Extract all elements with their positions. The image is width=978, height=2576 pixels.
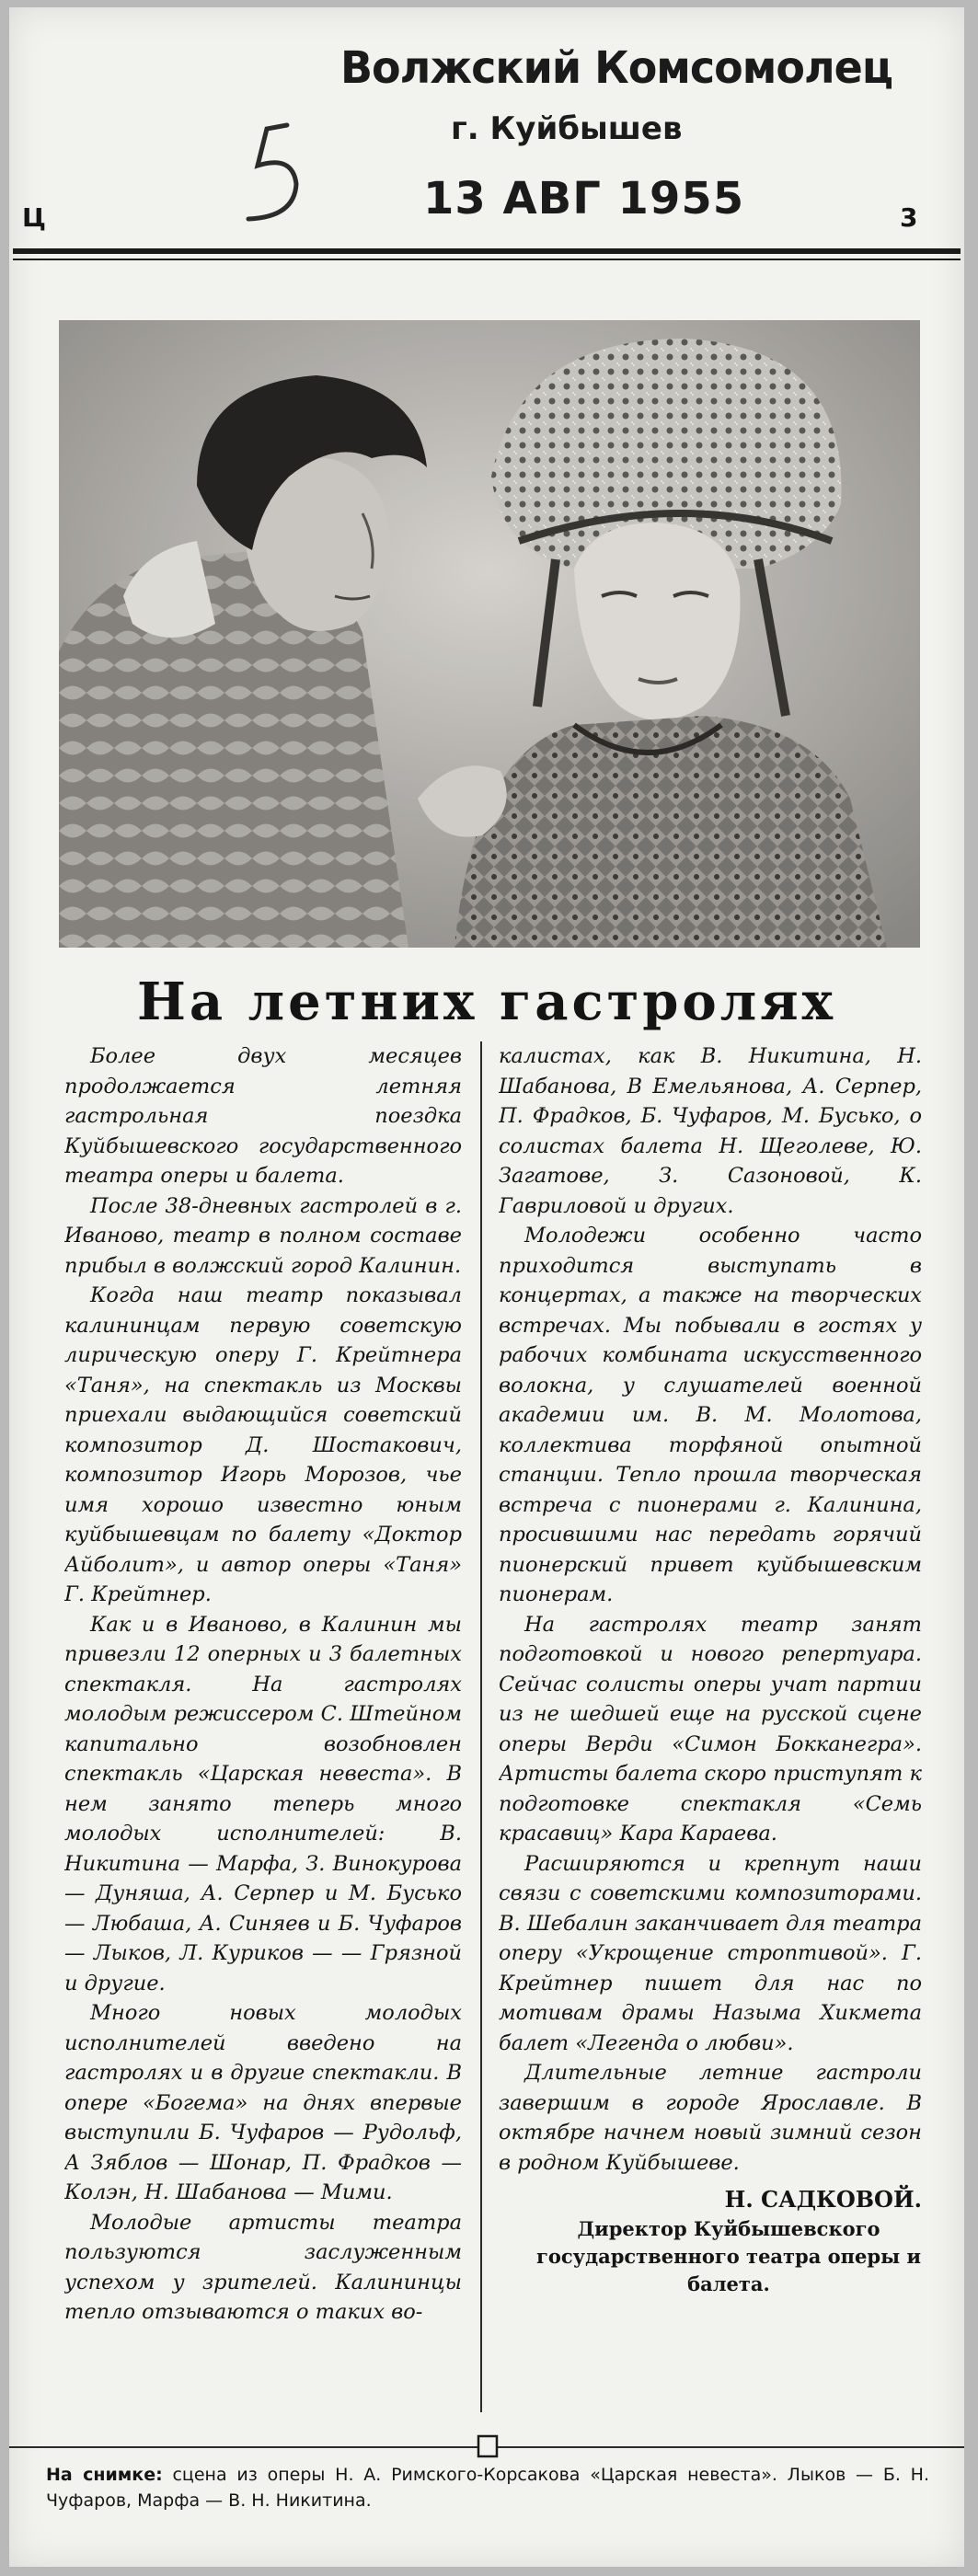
stamp-date: 13 АВГ 1955 (423, 173, 745, 224)
caption-text: сцена из оперы Н. А. Римского-Корсакова «Царская невеста». Лыков — Б. Н. Чуфаров, Марфа — В. Н. Никитина. (46, 2465, 929, 2511)
article-paragraph: Когда наш театр показывал калининцам первую советскую лирическую оперу Г. Крейтнера «Таня», на спектакль из Москвы приехали выдающийся советский композитор Д. Шостакович, композитор Игорь Морозов, чье имя хорошо известно юным куйбышевцам по балету «Доктор Айболит», и автор оперы «Таня» Г. Крейтнер. (64, 1283, 462, 1606)
column-divider (480, 1041, 482, 2412)
article-paragraph: Молодые артисты театра пользуются заслуженным успехом у зрителей. Калининцы тепло отзываются о таких во- (64, 2210, 462, 2324)
stamp-newspaper-name: Волжский Комсомолец (340, 40, 892, 94)
author-title: Директор Куйбышевского государственного театра оперы и балета. (535, 2216, 922, 2295)
photo-caption (46, 2462, 929, 2513)
opera-scene-photo (59, 320, 920, 948)
article-paragraph: Молодежи особенно часто приходится выступать в концертах, а также на творческих встречах. Мы побывали в гостях у рабочих комбината искусственного волокна, у слушателей военной академии им. В. М. Молотова, коллектива торфяной опытной станции. Тепло прошла творческая встреча с пионерами г. Калинина, просившими нас передать горячий пионерский привет куйбышевским пионерам. (499, 1224, 922, 1606)
article-paragraph: Много новых молодых исполнителей введено на гастролях и в другие спектакли. В опере «Богема» на днях впервые выступили Б. Чуфаров — Рудольф, А Зяблов — Шонар, П. Фрадков — Колэн, Н. Шабанова — Мими. (64, 2001, 462, 2204)
article-column-left (64, 1041, 462, 2429)
article-paragraph: После 38-дневных гастролей в г. Иваново, театр в полном составе прибыл в волжский город Калинин. (64, 1193, 462, 1278)
article-paragraph: Как и в Иваново, в Калинин мы привезли 12 оперных и 3 балетных спектакля. На гастролях молодым режиссером С. Штейном капитально возобновлен спектакль «Царская невеста». В нем занято теперь много молодых исполнителей: В. Никитина — Марфа, З. Винокурова — Дуняша, А. Серпер и М. Бусько — Любаша, А. Синяев и Б. Чуфаров — Лыков, Л. Куриков — — Грязной и другие. (64, 1612, 462, 1995)
header-rule-thin (13, 259, 961, 260)
page-number: 3 (900, 202, 918, 233)
article-paragraph: Более двух месяцев продолжается летняя гастрольная поездка Куйбышевского государственного театра оперы и балета. (64, 1044, 462, 1188)
article-headline: На летних гастролях (136, 972, 837, 1032)
handwritten-mark (230, 118, 322, 228)
author-signature: Н. САДКОВОЙ. (724, 2186, 922, 2213)
stamp-city: г. Куйбышев (451, 110, 683, 147)
article-column-right (499, 1041, 922, 2429)
edge-letter-left: Ц (22, 202, 46, 233)
newspaper-clipping (9, 7, 964, 2567)
article-paragraph: Длительные летние гастроли завершим в городе Ярославле. В октябре начнем новый зимний сезон в родном Куйбышеве. (499, 2061, 922, 2175)
article-paragraph: На гастролях театр занят подготовкой и нового репертуара. Сейчас солисты оперы учат партии из не шедшей еще на русской сцене оперы Верди «Симон Бокканегра». Артисты балета скоро приступят к подготовке спектакля «Семь красавиц» Кара Караева. (499, 1612, 922, 1846)
caption-prefix: На снимке: (46, 2465, 163, 2485)
article-paragraph: калистах, как В. Никитина, Н. Шабанова, В Емельянова, А. Серпер, П. Фрадков, Б. Чуфаров, М. Бусько, о солистах балета Н. Щеголеве, Ю. Загатове, З. Сазоновой, К. Гавриловой и других. (499, 1044, 922, 1218)
article-paragraph: Расширяются и крепнут наши связи с советскими композиторами. В. Шебалин заканчивает для театра оперу «Укрощение строптивой». Г. Крейтнер пишет для нас по мотивам драмы Назыма Хикмета балет «Легенда о любви». (499, 1851, 922, 2055)
footer-rule (9, 2434, 964, 2460)
header-rule-thick (13, 248, 961, 254)
